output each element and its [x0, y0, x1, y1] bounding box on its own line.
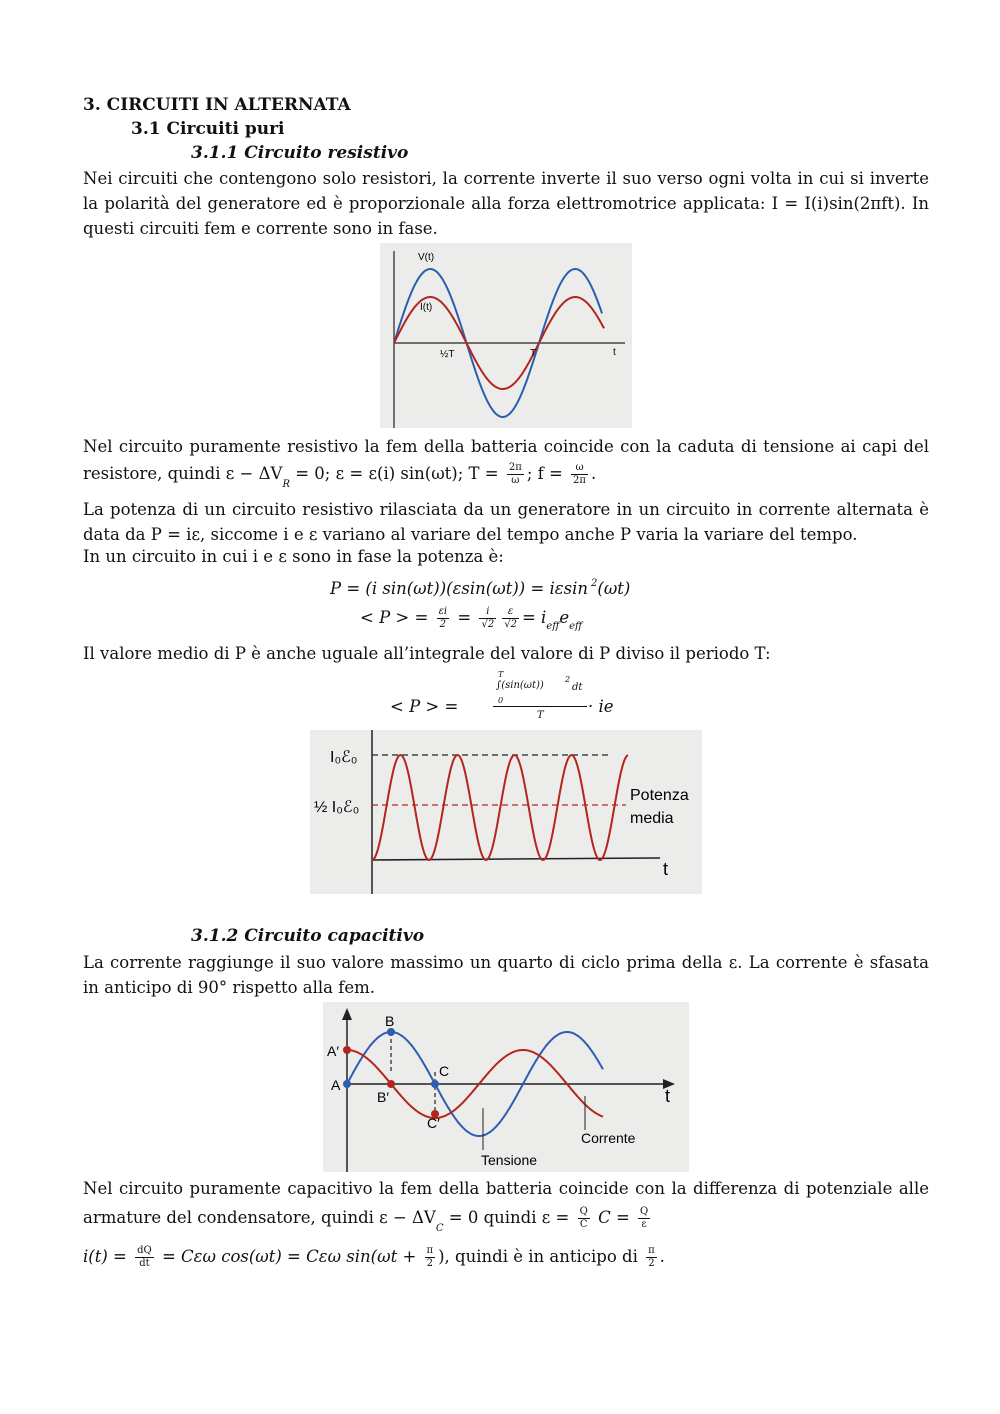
mid-label: ½ I₀ℰ₀ [314, 799, 360, 816]
numerator: ∫(sin(ωt)) [496, 680, 544, 691]
denominator: 2 [439, 619, 447, 630]
fraction [437, 606, 450, 631]
superscript: 2 [591, 578, 598, 589]
eq-text: P = (i sin(ωt))(εsin(ωt)) = iεsin [330, 579, 589, 598]
fraction [646, 1245, 657, 1270]
subsection-title: 3.1 Circuiti puri [131, 119, 285, 139]
label-tensione: Tensione [481, 1152, 538, 1168]
paragraph-capacitive-intro: La corrente raggiunge il suo valore massimo un quarto di ciclo prima della ε. La corrente è sfasata in anticipo di 90° rispetto alla fem. [83, 953, 929, 997]
subscript: eff [546, 621, 560, 632]
eq-text: = [452, 608, 477, 627]
paragraph-power: La potenza di un circuito resistivo rilasciata da un generatore in un circuito in corrente alternata è data da P = iε, siccome i e ε variano al variare del tempo anche P varia la variare del tempo. [83, 500, 929, 544]
text-part: ), quindi è in anticipo di [438, 1247, 644, 1266]
fraction [479, 606, 496, 631]
label-c: C [439, 1063, 450, 1079]
eq-text: · ie [588, 697, 614, 716]
text-part: armature del condensatore, quindi ε − ΔV [83, 1208, 436, 1227]
denominator: 2 [648, 1258, 655, 1269]
label-b-prime: B′ [377, 1089, 389, 1105]
numerator: dQ [137, 1245, 152, 1256]
point-c [431, 1080, 439, 1088]
x-axis [372, 858, 660, 860]
axis-t-label: t [665, 1086, 671, 1106]
paragraph-in-phase: In un circuito in cui i e ε sono in fase la potenza è: [83, 547, 504, 566]
figure-power-wave [310, 730, 702, 894]
paragraph-capacitive-current [83, 1245, 929, 1270]
fraction [502, 606, 519, 631]
paragraph-capacitive-formula [83, 1206, 929, 1234]
eq-text: e [559, 608, 570, 627]
text-part: = Cεω cos(ωt) = Cεω sin(ωt + [156, 1247, 422, 1266]
numerator: π [426, 1245, 434, 1256]
paragraph-resistive-intro: Nei circuiti che contengono solo resistori, la corrente inverte il suo verso ogni volta in cui si inverte la polarità del generatore ed è proporzionale alla forza elettromotrice applicata: I = I(i)sin(2πft). In questi circuiti fem e corrente sono in fase. [83, 169, 929, 238]
denominator: C [579, 1219, 588, 1230]
fraction [578, 1206, 590, 1231]
numerator: 2π [508, 462, 522, 473]
text-part: C = [592, 1208, 636, 1227]
fraction [425, 1245, 436, 1270]
denominator: 2 [426, 1258, 433, 1269]
fraction [507, 462, 524, 487]
denominator: √2 [481, 619, 495, 630]
subscript: C [435, 1223, 444, 1234]
denominator: ε [641, 1219, 647, 1230]
fraction [135, 1245, 154, 1270]
figure-resistive-waves [380, 243, 632, 428]
differential: dt [572, 682, 583, 693]
legend-media: media [630, 810, 674, 827]
integral-fraction [493, 670, 587, 724]
resistive-waves-svg [380, 243, 632, 428]
numerator: i [479, 606, 496, 619]
paragraph-capacitive-fem: Nel circuito puramente capacitivo la fem della batteria coincide con la differenza di potenziale alle [83, 1179, 929, 1198]
denominator: ω [511, 475, 520, 486]
numerator: ε [502, 606, 519, 619]
label-corrente: Corrente [581, 1130, 636, 1146]
eq-text: < P > = [360, 608, 434, 627]
point-b [387, 1028, 395, 1036]
power-wave-svg [310, 730, 702, 894]
section-title: 3. CIRCUITI IN ALTERNATA [83, 95, 351, 115]
i-label: I(t) [420, 302, 433, 313]
lower-limit: 0 [498, 696, 504, 705]
subscript: R [282, 479, 290, 490]
numerator: εi [438, 606, 448, 617]
figure-capacitive-waves [323, 1002, 689, 1172]
denominator: T [537, 710, 544, 721]
text-part: . [590, 464, 597, 483]
numerator: Q [579, 1206, 588, 1217]
numerator: π [648, 1245, 655, 1256]
eq-text: = i [521, 608, 547, 627]
paragraph-resistive-formula [83, 462, 929, 490]
fraction [571, 462, 588, 487]
subscript: eff [569, 621, 583, 632]
equation-power [330, 578, 630, 598]
y-axis-arrow [342, 1008, 352, 1020]
power-curve [372, 755, 628, 860]
text-part: = 0 quindi ε = [443, 1208, 575, 1227]
paragraph-resistive-fem: Nel circuito puramente resistivo la fem della batteria coincide con la caduta di tensione ai capi del [83, 437, 929, 456]
text-part: resistore, quindi ε − ΔV [83, 464, 283, 483]
t-label: T [530, 348, 537, 359]
subsubsection-title-resistive: 3.1.1 Circuito resistivo [191, 143, 409, 163]
label-a: A [331, 1077, 341, 1093]
numerator: ω [571, 462, 588, 475]
axis-t-label: t [663, 859, 669, 879]
half-t-label: ½T [440, 349, 455, 360]
label-a-prime: A′ [327, 1043, 339, 1059]
denominator: √2 [504, 619, 517, 630]
label-c-prime: C′ [427, 1115, 440, 1131]
legend-potenza: Potenza [630, 787, 689, 804]
v-label: V(t) [418, 252, 435, 263]
fraction [638, 1206, 650, 1231]
subsubsection-title-capacitive: 3.1.2 Circuito capacitivo [191, 926, 425, 946]
upper-limit: T [498, 670, 504, 679]
superscript: 2 [565, 675, 571, 684]
text-part: . [659, 1247, 665, 1266]
point-b-prime [387, 1080, 395, 1088]
text-part: ; f = [526, 464, 569, 483]
label-b: B [385, 1013, 395, 1029]
point-a-prime [343, 1046, 351, 1054]
equation-mean-power [360, 606, 582, 632]
eq-text: < P > = [390, 697, 459, 716]
text-part: i(t) = [83, 1247, 133, 1266]
numerator: Q [640, 1206, 649, 1217]
point-a [343, 1080, 351, 1088]
eq-text: (ωt) [597, 579, 631, 598]
capacitive-waves-svg [323, 1002, 689, 1172]
denominator: dt [139, 1258, 150, 1269]
paragraph-integral: Il valore medio di P è anche uguale all’integrale del valore di P diviso il periodo T: [83, 644, 771, 663]
top-label: I₀ℰ₀ [330, 749, 358, 766]
axis-t-label: t [613, 347, 616, 358]
text-part: = 0; ε = ε(i) sin(ωt); T = [289, 464, 504, 483]
denominator: 2π [573, 475, 586, 486]
fraction-bar [493, 706, 587, 707]
